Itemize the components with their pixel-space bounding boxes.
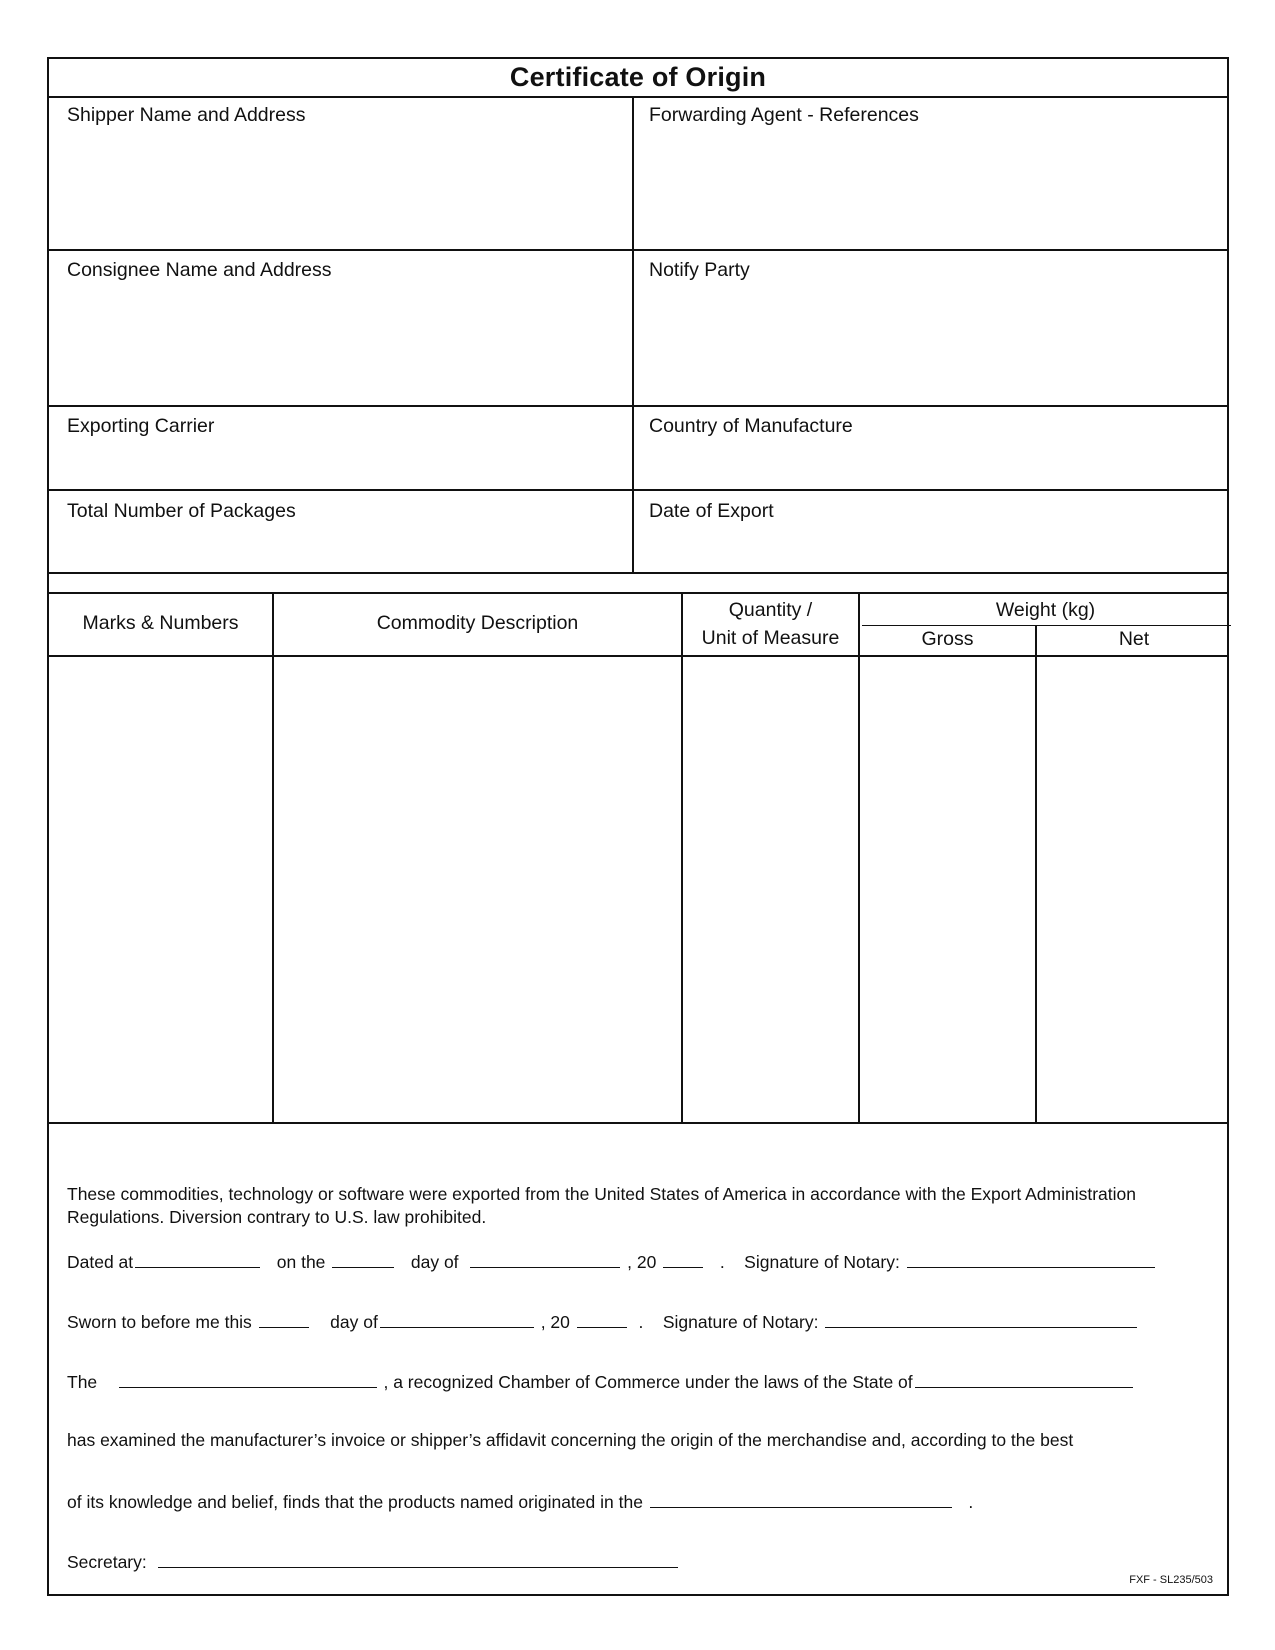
state-blank[interactable]: [915, 1370, 1133, 1388]
certificate-form: [47, 57, 1229, 1596]
exporting-carrier-field[interactable]: Exporting Carrier: [67, 415, 215, 437]
commodity-entry-cell[interactable]: [274, 657, 681, 1122]
secretary-signature-blank[interactable]: [158, 1550, 678, 1568]
notary-signature-blank[interactable]: [907, 1250, 1155, 1268]
shipper-field[interactable]: Shipper Name and Address: [67, 104, 306, 126]
sworn-signature-of-notary-label: Signature of Notary:: [662, 1312, 819, 1332]
the-label: The: [67, 1372, 98, 1392]
net-weight-entry-cell[interactable]: [1037, 657, 1229, 1122]
chamber-line: [67, 1370, 1135, 1393]
consignee-field[interactable]: Consignee Name and Address: [67, 259, 332, 281]
knowledge-line: [67, 1490, 973, 1513]
day-of-label: day of: [410, 1252, 459, 1272]
weight-column-header: Weight (kg): [995, 599, 1096, 621]
divider: [49, 572, 1227, 574]
signature-of-notary-label: Signature of Notary:: [744, 1252, 900, 1272]
examined-text: has examined the manufacturer’s invoice or shipper’s affidavit concerning the origin of the merchandise and, according to the best: [67, 1430, 1074, 1450]
secretary-label: Secretary:: [67, 1552, 147, 1572]
page-title: Certificate of Origin: [509, 62, 767, 92]
period: .: [719, 1252, 725, 1272]
dated-at-label: Dated at: [67, 1252, 134, 1272]
sworn-line: [67, 1310, 1139, 1333]
sworn-day-of-label: day of: [330, 1312, 378, 1332]
sworn-year-prefix: , 20: [540, 1312, 570, 1332]
date-of-export-field[interactable]: Date of Export: [649, 500, 774, 522]
total-packages-field[interactable]: Total Number of Packages: [67, 500, 296, 522]
quantity-header-line2: Unit of Measure: [701, 627, 840, 649]
on-the-label: on the: [276, 1252, 326, 1272]
divider: [49, 592, 1227, 594]
origin-country-blank[interactable]: [650, 1490, 952, 1508]
dated-line: [67, 1250, 1157, 1273]
divider: [632, 96, 634, 572]
sworn-day-blank[interactable]: [259, 1310, 309, 1328]
dated-at-blank[interactable]: [135, 1250, 260, 1268]
divider: [49, 96, 1227, 98]
quantity-entry-cell[interactable]: [683, 657, 858, 1122]
commodity-column-header: Commodity Description: [376, 612, 579, 634]
knowledge-label: of its knowledge and belief, finds that the products named originated in the: [67, 1492, 643, 1512]
marks-entry-cell[interactable]: [51, 657, 272, 1122]
marks-column-header: Marks & Numbers: [82, 612, 239, 634]
country-of-manufacture-field[interactable]: Country of Manufacture: [649, 415, 853, 437]
sworn-notary-signature-blank[interactable]: [825, 1310, 1137, 1328]
secretary-line: [67, 1550, 680, 1573]
forwarding-agent-field[interactable]: Forwarding Agent - References: [649, 104, 919, 126]
divider: [49, 249, 1227, 251]
sworn-label: Sworn to before me this: [67, 1312, 252, 1332]
divider: [49, 489, 1227, 491]
chamber-name-blank[interactable]: [119, 1370, 377, 1388]
sworn-year-blank[interactable]: [577, 1310, 627, 1328]
gross-column-header: Gross: [921, 628, 974, 650]
gross-weight-entry-cell[interactable]: [860, 657, 1035, 1122]
sworn-period: .: [638, 1312, 644, 1332]
knowledge-period: .: [968, 1492, 974, 1512]
quantity-header-line1: Quantity /: [728, 599, 813, 621]
month-blank[interactable]: [470, 1250, 620, 1268]
net-column-header: Net: [1118, 628, 1150, 650]
day-blank[interactable]: [332, 1250, 394, 1268]
notify-party-field[interactable]: Notify Party: [649, 259, 750, 281]
export-statement: These commodities, technology or software were exported from the United States of America in accordance with the Export Administration Regulations. Diversion contrary to U.S. law prohibited.: [67, 1184, 1136, 1227]
form-code: FXF - SL235/503: [1129, 1574, 1213, 1586]
year-blank[interactable]: [663, 1250, 703, 1268]
sworn-month-blank[interactable]: [380, 1310, 534, 1328]
divider: [49, 405, 1227, 407]
year-prefix: , 20: [627, 1252, 657, 1272]
chamber-label: , a recognized Chamber of Commerce under the laws of the State of: [383, 1372, 913, 1392]
divider: [49, 1122, 1227, 1124]
